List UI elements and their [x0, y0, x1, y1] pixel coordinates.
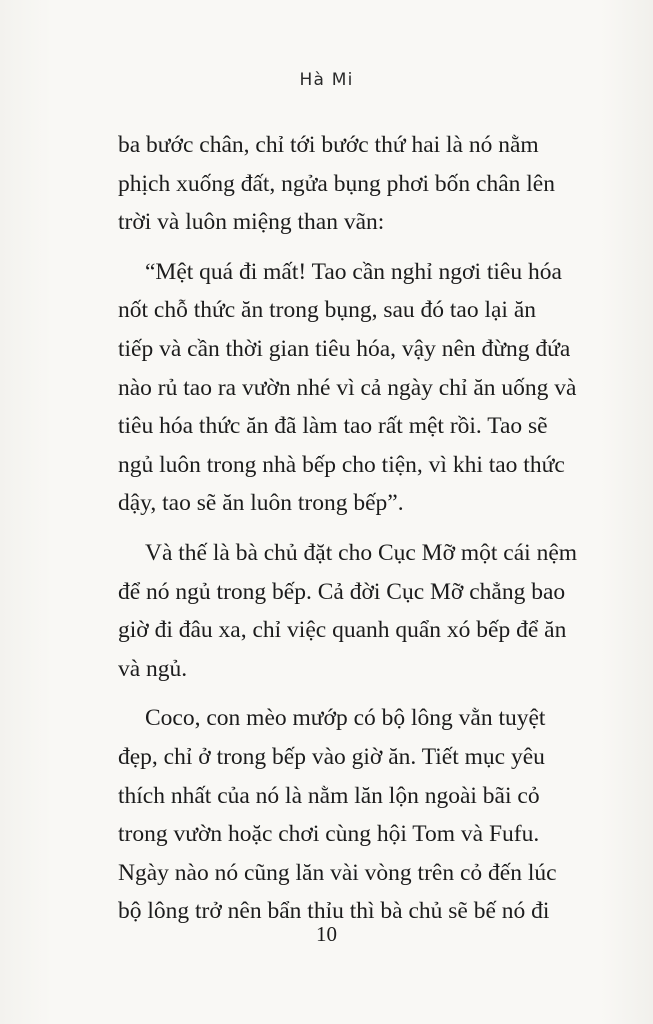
- running-header: Hà Mi: [299, 70, 354, 90]
- body-text: [118, 126, 600, 942]
- text-line: “Mệt quá đi mất! Tao cần nghỉ ngơi tiêu hóa: [145, 258, 562, 285]
- text-line: trong vườn hoặc chơi cùng hội Tom và Fufu.: [118, 821, 540, 848]
- text-line: tiếp và cần thời gian tiêu hóa, vậy nên đừng đứa: [118, 335, 571, 362]
- text-line: ba bước chân, chỉ tới bước thứ hai là nó nằm: [118, 132, 539, 158]
- text-line: để nó ngủ trong bếp. Cả đời Cục Mỡ chẳng bao: [118, 578, 566, 605]
- paragraph-quote: [118, 253, 600, 523]
- text-line: Và thế là bà chủ đặt cho Cục Mỡ một cái nệm: [145, 539, 578, 566]
- text-line: và ngủ.: [118, 655, 188, 682]
- paragraph-continuation: [118, 126, 600, 242]
- text-line: giờ đi đâu xa, chỉ việc quanh quẩn xó bếp để ăn: [118, 617, 567, 644]
- text-line: ngủ luôn trong nhà bếp cho tiện, vì khi tao thức: [118, 451, 565, 478]
- paragraph-cuc-mo: [118, 534, 600, 688]
- text-line: dậy, tao sẽ ăn luôn trong bếp”.: [118, 490, 404, 517]
- text-line: thích nhất của nó là nằm lăn lộn ngoài bãi cỏ: [118, 782, 540, 809]
- text-line: Coco, con mèo mướp có bộ lông vằn tuyệt: [145, 705, 546, 732]
- text-line: nốt chỗ thức ăn trong bụng, sau đó tao lại ăn: [118, 297, 537, 324]
- text-line: nào rủ tao ra vườn nhé vì cả ngày chỉ ăn uống và: [118, 374, 577, 401]
- page-number: 10: [316, 922, 337, 946]
- text-line: tiêu hóa thức ăn đã làm tao rất mệt rồi. Tao sẽ: [118, 413, 548, 440]
- text-line: trời và luôn miệng than vãn:: [118, 209, 385, 236]
- text-line: phịch xuống đất, ngửa bụng phơi bốn chân lên: [118, 170, 555, 197]
- text-line: Ngày nào nó cũng lăn vài vòng trên cỏ đến lúc: [118, 859, 557, 886]
- paragraph-coco: [118, 699, 600, 931]
- text-line: bộ lông trở nên bẩn thỉu thì bà chủ sẽ bế nó đi: [118, 898, 550, 925]
- text-line: đẹp, chỉ ở trong bếp vào giờ ăn. Tiết mục yêu: [118, 743, 545, 770]
